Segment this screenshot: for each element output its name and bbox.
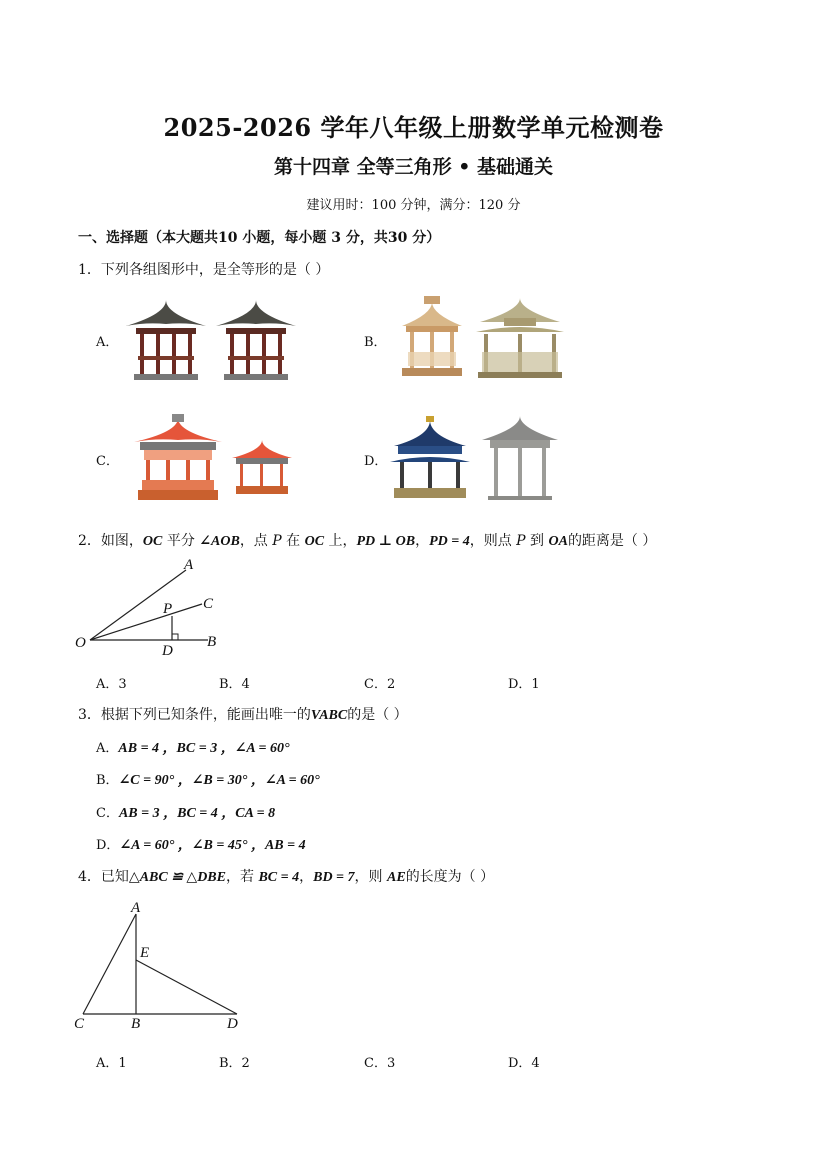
q1-stem: 1．下列各组图形中，是全等形的是（ ）: [78, 262, 330, 278]
q2-label-o: O: [75, 635, 86, 651]
q2-option-b: B．4: [219, 677, 250, 692]
q4-option-c: C．3: [364, 1056, 396, 1071]
q2-stem: 2．如图，OC 平分 ∠AOB，点 P 在 OC 上，PD ⊥ OB，PD = 4，则点 P 到 OA的距离是（ ）: [78, 533, 657, 549]
q3-option-b: B．∠C = 90° ，∠B = 30° ，∠A = 60°: [96, 773, 320, 788]
q4-label-a: A: [131, 900, 141, 916]
q3-option-c: C．AB = 3 ，BC = 4 ，CA = 8: [96, 806, 276, 821]
q2-label-a: A: [184, 557, 194, 573]
q3-option-d: D．∠A = 60° ，∠B = 45° ，AB = 4: [96, 838, 306, 853]
q4-option-a: A．1: [96, 1056, 127, 1071]
pavilion-pair-c-image: [132, 414, 298, 504]
q4-option-d: D．4: [508, 1056, 540, 1071]
q4-stem: 4．已知△ABC ≌ △DBE，若 BC = 4，BD = 7，则 AE的长度为（ ）: [78, 869, 495, 885]
q3-option-a: A．AB = 4 ，BC = 3 ，∠A = 60°: [96, 741, 290, 756]
q2-label-c: C: [203, 596, 214, 612]
q2-option-d: D．1: [508, 677, 540, 692]
section-heading: 一、选择题（本大题共10 小题，每小题 3 分，共30 分）: [78, 230, 441, 246]
exam-meta: 建议用时：100 分钟，满分：120 分: [306, 198, 521, 213]
pavilion-pair-d-image: [390, 416, 562, 502]
q4-triangle-figure: [70, 898, 250, 1034]
q4-option-b: B．2: [219, 1056, 250, 1071]
q1-option-c-label: C．: [96, 454, 119, 469]
q1-option-a-label: A．: [96, 335, 119, 350]
q4-label-c: C: [74, 1016, 85, 1032]
q3-stem: 3．根据下列已知条件，能画出唯一的VABC的是（ ）: [78, 707, 408, 723]
q2-label-p: P: [163, 601, 173, 617]
q4-label-d: D: [227, 1016, 238, 1032]
q1-option-d-label: D．: [364, 454, 388, 469]
document-title: 2025-2026 学年八年级上册数学单元检测卷: [163, 113, 664, 142]
q4-label-b: B: [131, 1016, 141, 1032]
q2-label-b: B: [207, 634, 217, 650]
q2-option-a: A．3: [96, 677, 127, 692]
q4-label-e: E: [140, 945, 150, 961]
q1-option-b-label: B．: [364, 335, 387, 350]
q2-label-d: D: [162, 643, 173, 659]
pavilion-pair-b-image: [396, 296, 566, 380]
q2-angle-bisector-figure: [70, 556, 230, 660]
chapter-subtitle: 第十四章 全等三角形 • 基础通关: [274, 156, 553, 178]
pavilion-pair-a-image: [122, 296, 302, 382]
q2-option-c: C．2: [364, 677, 396, 692]
